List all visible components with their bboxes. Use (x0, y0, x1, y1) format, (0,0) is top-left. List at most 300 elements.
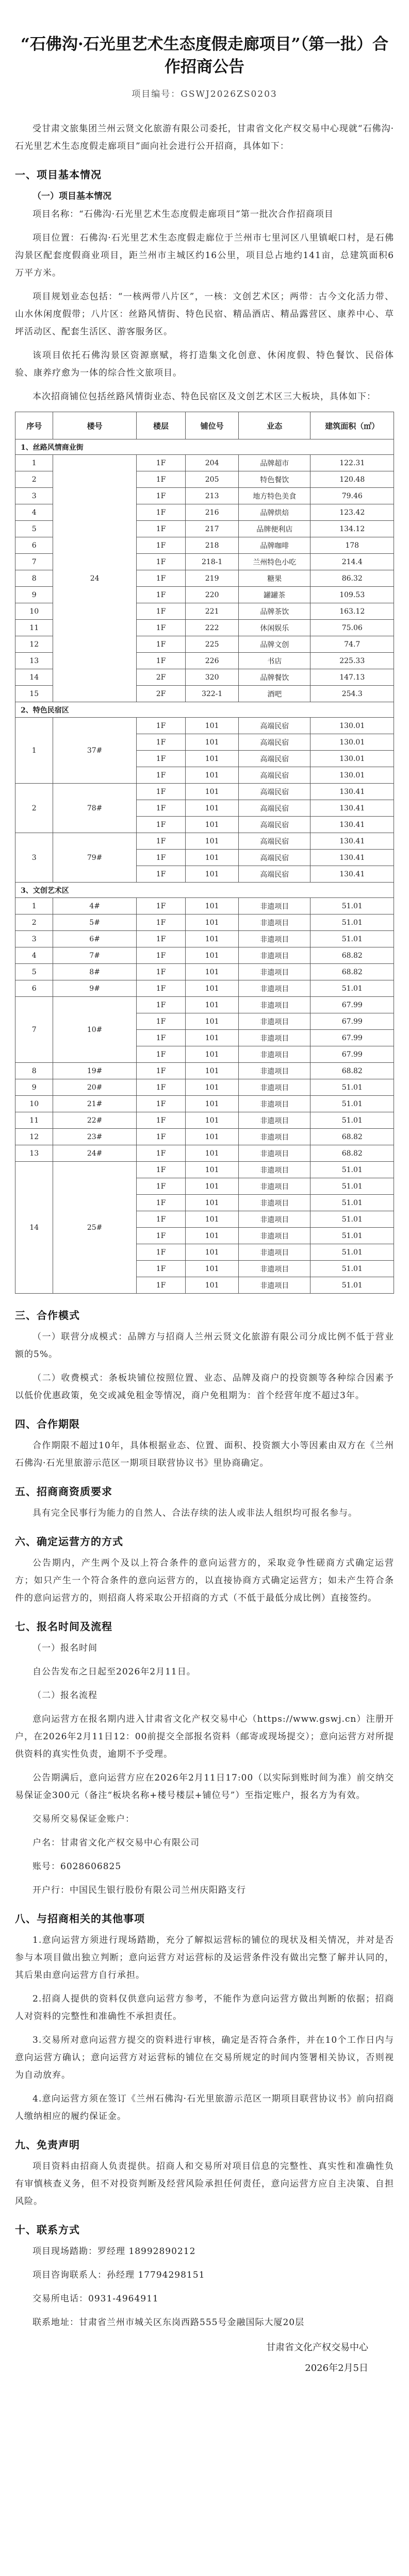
cell-format: 非遗项目 (239, 980, 310, 997)
cell-area: 51.01 (310, 914, 394, 931)
section-heading: 七、报名时间及流程 (15, 1620, 112, 1633)
cell-format: 非遗项目 (239, 931, 310, 947)
cell-unit: 226 (186, 653, 239, 669)
cell-area: 109.53 (310, 587, 394, 603)
cell-building: 37# (53, 718, 136, 784)
cell-floor: 1F (136, 1063, 185, 1079)
section-heading: 八、与招商相关的其他事项 (15, 1912, 145, 1925)
table-row (15, 964, 394, 980)
cell-floor: 1F (136, 537, 185, 554)
table-header-row (15, 412, 394, 439)
cell-unit: 101 (186, 1277, 239, 1294)
table-row (15, 1145, 394, 1162)
table-row (15, 1063, 394, 1079)
section-paragraph: 项目现场踏勘：罗经理 18992890212 (32, 2246, 196, 2257)
table-row (15, 1129, 394, 1145)
cell-area: 51.01 (310, 1195, 394, 1211)
cell-unit: 101 (186, 1129, 239, 1145)
cell-serial: 1 (15, 455, 53, 471)
cell-format: 非遗项目 (239, 1195, 310, 1211)
cell-floor: 1F (136, 1129, 185, 1145)
cell-serial: 8 (15, 570, 53, 587)
cell-floor: 1F (136, 1261, 185, 1277)
cell-format: 糖果 (239, 570, 310, 587)
cell-serial: 6 (15, 980, 53, 997)
cell-floor: 1F (136, 980, 185, 997)
cell-serial: 13 (15, 653, 53, 669)
cell-building: 20# (53, 1079, 136, 1096)
cell-serial: 3 (15, 833, 53, 883)
table-section-label: 2、特色民宿区 (15, 702, 394, 718)
cell-building: 78# (53, 784, 136, 833)
section-heading: 十、联系方式 (15, 2224, 80, 2236)
table-row (15, 980, 394, 997)
cell-floor: 1F (136, 800, 185, 817)
cell-floor: 1F (136, 997, 185, 1013)
cell-area: 51.01 (310, 1228, 394, 1244)
cell-serial: 14 (15, 1162, 53, 1294)
section-paragraph: （二）报名流程 (32, 1690, 97, 1701)
cell-format: 非遗项目 (239, 1228, 310, 1244)
cell-area: 225.33 (310, 653, 394, 669)
cell-unit: 322-1 (186, 686, 239, 702)
section-paragraph: 账号：6028606825 (32, 1861, 122, 1872)
table-section-row (15, 883, 394, 898)
cell-format: 酒吧 (239, 686, 310, 702)
cell-floor: 1F (136, 636, 185, 653)
table-row (15, 1096, 394, 1112)
table-row (15, 931, 394, 947)
cell-unit: 101 (186, 1261, 239, 1277)
cell-format: 非遗项目 (239, 1211, 310, 1228)
cell-area: 51.01 (310, 980, 394, 997)
cell-unit: 101 (186, 767, 239, 784)
cell-area: 51.01 (310, 1178, 394, 1195)
cell-serial: 7 (15, 554, 53, 570)
cell-floor: 1F (136, 620, 185, 636)
cell-area: 130.41 (310, 817, 394, 833)
cell-floor: 1F (136, 1178, 185, 1195)
cell-floor: 2F (136, 669, 185, 686)
cell-area: 79.46 (310, 488, 394, 504)
cell-format: 非遗项目 (239, 1013, 310, 1030)
cell-serial: 13 (15, 1145, 53, 1162)
section-paragraph: 该项目依托石佛沟景区资源禀赋，将打造集文化创意、休闲度假、特色餐饮、民俗体验、康养疗愈为一体的综合性文旅项目。 (15, 350, 394, 378)
cell-format: 非遗项目 (239, 1112, 310, 1129)
cell-format: 品牌文创 (239, 636, 310, 653)
cell-serial: 10 (15, 603, 53, 620)
section-paragraph: 联系地址：甘肃省兰州市城关区东岗西路555号金融国际大厦20层 (32, 2317, 305, 2328)
table-row (15, 898, 394, 914)
cell-serial: 14 (15, 669, 53, 686)
cell-area: 74.7 (310, 636, 394, 653)
cell-format: 非遗项目 (239, 1063, 310, 1079)
section-paragraph: 项目资料由招商人负责提供。招商人和交易所对项目信息的完整性、真实性和准确性负有审慎核查义务，但不对投资判断及经营风险承担任何责任，意向运营方应自主决策、自担风险。 (15, 2161, 394, 2207)
cell-area: 130.41 (310, 866, 394, 883)
cell-building: 21# (53, 1096, 136, 1112)
table-row (15, 1112, 394, 1129)
section-paragraph: 开户行：中国民生银行股份有限公司兰州庆阳路支行 (32, 1885, 246, 1895)
cell-area: 130.01 (310, 767, 394, 784)
cell-serial: 7 (15, 997, 53, 1063)
cell-serial: 9 (15, 587, 53, 603)
cell-building: 6# (53, 931, 136, 947)
cell-area: 68.82 (310, 1145, 394, 1162)
cell-area: 75.06 (310, 620, 394, 636)
cell-unit: 101 (186, 1211, 239, 1228)
cell-format: 非遗项目 (239, 964, 310, 980)
table-section-row (15, 439, 394, 455)
cell-unit: 213 (186, 488, 239, 504)
section-paragraph: 4.意向运营方须在签订《兰州石佛沟·石光里旅游示范区一期项目联营协议书》前向招商人缴纳相应的履约保证金。 (15, 2094, 394, 2122)
intro-paragraph: 受甘肃文旅集团兰州云贤文化旅游有限公司委托，甘肃省文化产权交易中心现就“石佛沟·石光里艺术生态度假走廊项目”面向社会进行公开招商，具体如下： (15, 124, 394, 151)
cell-unit: 101 (186, 1079, 239, 1096)
cell-format: 罐罐茶 (239, 587, 310, 603)
cell-serial: 10 (15, 1096, 53, 1112)
cell-serial: 12 (15, 1129, 53, 1145)
cell-unit: 218 (186, 537, 239, 554)
cell-building: 19# (53, 1063, 136, 1079)
cell-unit: 101 (186, 1195, 239, 1211)
cell-unit: 101 (186, 931, 239, 947)
cell-unit: 101 (186, 997, 239, 1013)
cell-floor: 1F (136, 947, 185, 964)
header-cell: 业态 (239, 412, 310, 439)
header-cell: 楼层 (136, 412, 185, 439)
cell-unit: 101 (186, 751, 239, 767)
cell-floor: 1F (136, 1228, 185, 1244)
cell-area: 51.01 (310, 1277, 394, 1294)
cell-serial: 5 (15, 521, 53, 537)
cell-serial: 9 (15, 1079, 53, 1096)
cell-format: 非遗项目 (239, 1079, 310, 1096)
cell-area: 51.01 (310, 1244, 394, 1261)
cell-area: 178 (310, 537, 394, 554)
cell-unit: 205 (186, 471, 239, 488)
cell-unit: 101 (186, 850, 239, 866)
header-cell: 序号 (15, 412, 53, 439)
cell-area: 51.01 (310, 1112, 394, 1129)
table-row (15, 997, 394, 1013)
cell-floor: 1F (136, 603, 185, 620)
cell-floor: 1F (136, 1195, 185, 1211)
cell-area: 51.01 (310, 931, 394, 947)
cell-serial: 3 (15, 931, 53, 947)
section-paragraph: 公告期内，产生两个及以上符合条件的意向运营方的，采取竞争性磋商方式确定运营方；如只产生一个符合条件的意向运营方的，以直接协商方式确定运营方；如未产生符合条件的意向运营方的，则招商人将采取公开招商的方式（不低于最低分成比例）直接签约。 (15, 1558, 394, 1603)
cell-unit: 101 (186, 1244, 239, 1261)
cell-floor: 1F (136, 1030, 185, 1046)
cell-unit: 217 (186, 521, 239, 537)
cell-unit: 101 (186, 1162, 239, 1178)
section-paragraph: 项目咨询联系人：孙经理 17794298151 (32, 2270, 205, 2280)
cell-unit: 101 (186, 866, 239, 883)
cell-area: 130.41 (310, 833, 394, 850)
cell-serial: 15 (15, 686, 53, 702)
cell-floor: 1F (136, 734, 185, 751)
cell-floor: 1F (136, 1162, 185, 1178)
cell-area: 130.01 (310, 734, 394, 751)
table-row (15, 1162, 394, 1178)
section-heading: 九、免责声明 (15, 2139, 80, 2151)
cell-serial: 4 (15, 504, 53, 521)
section-paragraph: 合作期限不超过10年，具体根据业态、位置、面积、投资额大小等因素由双方在《兰州石佛沟·石光里旅游示范区一期项目联营协议书》里协商确定。 (15, 1440, 394, 1468)
section-paragraph: 项目位置：石佛沟·石光里艺术生态度假走廊位于兰州市七里河区八里镇岷口村，是石佛沟景区配套度假商业项目，距兰州市主城区约16公里，项目总占地约141亩，总建筑面积6万平方米。 (15, 233, 394, 278)
cell-building: 24 (53, 455, 136, 702)
cell-area: 130.01 (310, 751, 394, 767)
table-row (15, 947, 394, 964)
cell-area: 51.01 (310, 1261, 394, 1277)
table-row (15, 1079, 394, 1096)
cell-floor: 1F (136, 850, 185, 866)
cell-building: 10# (53, 997, 136, 1063)
section-paragraph: 项目名称：“石佛沟·石光里艺术生态度假走廊项目”第一批次合作招商项目 (32, 209, 334, 219)
cell-floor: 1F (136, 471, 185, 488)
cell-serial: 6 (15, 537, 53, 554)
cell-area: 254.3 (310, 686, 394, 702)
cell-unit: 219 (186, 570, 239, 587)
cell-unit: 320 (186, 669, 239, 686)
cell-unit: 218-1 (186, 554, 239, 570)
cell-format: 非遗项目 (239, 1277, 310, 1294)
cell-serial: 5 (15, 964, 53, 980)
section-paragraph: 户名：甘肃省文化产权交易中心有限公司 (32, 1838, 200, 1848)
cell-building: 22# (53, 1112, 136, 1129)
cell-format: 非遗项目 (239, 1129, 310, 1145)
cell-unit: 221 (186, 603, 239, 620)
cell-format: 非遗项目 (239, 1162, 310, 1178)
cell-format: 高端民宿 (239, 833, 310, 850)
cell-area: 130.41 (310, 800, 394, 817)
cell-floor: 1F (136, 504, 185, 521)
cell-area: 68.82 (310, 1063, 394, 1079)
section-paragraph: （二）收费模式：条板块铺位按照位置、业态、品牌及商户的投资额等各种综合因素予以低价优惠政策，免交或减免租金等情况，商户免租期为：首个经营年度不超过3年。 (15, 1373, 394, 1401)
cell-building: 7# (53, 947, 136, 964)
cell-unit: 101 (186, 964, 239, 980)
cell-building: 79# (53, 833, 136, 883)
cell-floor: 1F (136, 817, 185, 833)
cell-unit: 101 (186, 1096, 239, 1112)
cell-unit: 101 (186, 800, 239, 817)
cell-unit: 101 (186, 718, 239, 734)
cell-floor: 1F (136, 718, 185, 734)
table-section-label: 3、文创艺术区 (15, 883, 394, 898)
cell-floor: 1F (136, 521, 185, 537)
cell-area: 67.99 (310, 997, 394, 1013)
cell-unit: 101 (186, 980, 239, 997)
cell-unit: 220 (186, 587, 239, 603)
header-cell: 铺位号 (186, 412, 239, 439)
cell-format: 高端民宿 (239, 817, 310, 833)
cell-floor: 1F (136, 931, 185, 947)
cell-format: 品牌餐饮 (239, 669, 310, 686)
cell-serial: 1 (15, 898, 53, 914)
cell-floor: 1F (136, 1145, 185, 1162)
table-row (15, 455, 394, 471)
cell-floor: 1F (136, 488, 185, 504)
section-paragraph: 1.意向运营方须进行现场踏勘，充分了解拟运营标的铺位的现状及相关情况，并对是否参与本项目做出独立判断；意向运营方对运营标的及运营条件没有做出完整了解并认同的，其后果由意向运营方自行承担。 (15, 1935, 394, 1980)
cell-floor: 1F (136, 554, 185, 570)
cell-building: 5# (53, 914, 136, 931)
cell-area: 67.99 (310, 1013, 394, 1030)
cell-serial: 2 (15, 784, 53, 833)
cell-area: 68.82 (310, 1129, 394, 1145)
cell-area: 130.01 (310, 718, 394, 734)
cell-floor: 1F (136, 1277, 185, 1294)
cell-area: 51.01 (310, 1162, 394, 1178)
announcement-page (15, 0, 394, 2379)
cell-serial: 2 (15, 471, 53, 488)
cell-format: 休闲娱乐 (239, 620, 310, 636)
cell-format: 品牌茶饮 (239, 603, 310, 620)
cell-unit: 101 (186, 784, 239, 800)
section-heading: 四、合作期限 (15, 1418, 80, 1430)
cell-floor: 1F (136, 1079, 185, 1096)
section-paragraph: 3.交易所对意向运营方提交的资料进行审核，确定是否符合条件，并在10个工作日内与意向运营方确认；意向运营方对运营标的铺位在交易所规定的时间内签署相关协议，否则视为自动放弃。 (15, 2035, 394, 2080)
cell-format: 高端民宿 (239, 751, 310, 767)
cell-unit: 101 (186, 914, 239, 931)
cell-area: 68.82 (310, 947, 394, 964)
cell-building: 25# (53, 1162, 136, 1294)
cell-floor: 1F (136, 1112, 185, 1129)
cell-format: 高端民宿 (239, 734, 310, 751)
table-row (15, 784, 394, 800)
cell-floor: 1F (136, 570, 185, 587)
cell-format: 品牌烘焙 (239, 504, 310, 521)
cell-floor: 1F (136, 914, 185, 931)
cell-floor: 1F (136, 784, 185, 800)
cell-format: 非遗项目 (239, 1096, 310, 1112)
cell-floor: 2F (136, 686, 185, 702)
cell-serial: 2 (15, 914, 53, 931)
page-title: “石佛沟·石光里艺术生态度假走廊项目”（第一批）合作招商公告 (21, 35, 388, 76)
cell-unit: 101 (186, 1063, 239, 1079)
section-paragraph: 具有完全民事行为能力的自然人、合法存续的法人或非法人组织均可报名参与。 (32, 1508, 357, 1518)
cell-floor: 1F (136, 898, 185, 914)
cell-area: 120.48 (310, 471, 394, 488)
cell-area: 123.42 (310, 504, 394, 521)
section-paragraph: 意向运营方在报名期内进入甘肃省文化产权交易中心（https://www.gswj.cn）注册开户，在2026年2月11日12：00前提交全部报名资料（邮寄或现场提交）；意向运营方对所提供资料的真实性负责，逾期不予受理。 (15, 1714, 394, 1759)
cell-format: 非遗项目 (239, 1244, 310, 1261)
cell-serial: 1 (15, 718, 53, 784)
cell-format: 地方特色美食 (239, 488, 310, 504)
cell-format: 高端民宿 (239, 784, 310, 800)
cell-serial: 8 (15, 1063, 53, 1079)
cell-area: 163.12 (310, 603, 394, 620)
cell-format: 高端民宿 (239, 767, 310, 784)
cell-unit: 101 (186, 1178, 239, 1195)
cell-unit: 101 (186, 817, 239, 833)
header-cell: 建筑面积（㎡） (310, 412, 394, 439)
section-subheading: （一）项目基本情况 (32, 191, 111, 201)
cell-area: 51.01 (310, 1079, 394, 1096)
cell-format: 非遗项目 (239, 1261, 310, 1277)
cell-area: 51.01 (310, 898, 394, 914)
section-heading: 一、项目基本情况 (15, 168, 102, 181)
cell-floor: 1F (136, 1211, 185, 1228)
cell-format: 兰州特色小吃 (239, 554, 310, 570)
cell-area: 130.41 (310, 850, 394, 866)
cell-serial: 4 (15, 947, 53, 964)
cell-unit: 101 (186, 1112, 239, 1129)
section-heading: 六、确定运营方的方式 (15, 1535, 123, 1548)
cell-floor: 1F (136, 653, 185, 669)
cell-floor: 1F (136, 1096, 185, 1112)
table-intro: 本次招商铺位包括丝路风情街业态、特色民宿区及文创艺术区三大板块，具体如下： (32, 392, 376, 402)
cell-area: 67.99 (310, 1046, 394, 1063)
cell-unit: 101 (186, 734, 239, 751)
cell-floor: 1F (136, 1046, 185, 1063)
cell-unit: 101 (186, 1013, 239, 1030)
cell-format: 非遗项目 (239, 947, 310, 964)
table-row (15, 833, 394, 850)
cell-floor: 1F (136, 455, 185, 471)
cell-area: 134.12 (310, 521, 394, 537)
cell-unit: 101 (186, 1046, 239, 1063)
cell-format: 高端民宿 (239, 800, 310, 817)
cell-format: 品牌便利店 (239, 521, 310, 537)
cell-unit: 101 (186, 1030, 239, 1046)
section-paragraph: 公告期满后，意向运营方应在2026年2月11日17:00（以实际到账时间为准）前交纳交易保证金300元（备注“板块名称+楼号楼层+铺位号”）至指定账户，报名方为有效。 (15, 1773, 394, 1801)
project-number: 项目编号：GSWJ2026ZS0203 (132, 89, 277, 99)
cell-format: 非遗项目 (239, 1145, 310, 1162)
cell-serial: 11 (15, 1112, 53, 1129)
cell-unit: 101 (186, 1145, 239, 1162)
cell-format: 非遗项目 (239, 997, 310, 1013)
cell-format: 品牌超市 (239, 455, 310, 471)
cell-unit: 101 (186, 947, 239, 964)
cell-format: 品牌咖啡 (239, 537, 310, 554)
section-paragraph: （一）联营分成模式：品牌方与招商人兰州云贤文化旅游有限公司分成比例不低于营业额的5%。 (15, 1332, 394, 1360)
section-heading: 五、招商商资质要求 (15, 1485, 112, 1498)
cell-floor: 1F (136, 1013, 185, 1030)
cell-format: 高端民宿 (239, 718, 310, 734)
cell-serial: 3 (15, 488, 53, 504)
section-paragraph: 自公告发布之日起至2026年2月11日。 (32, 1667, 196, 1677)
cell-unit: 101 (186, 1228, 239, 1244)
cell-area: 122.31 (310, 455, 394, 471)
cell-floor: 1F (136, 1244, 185, 1261)
signature-org: 甘肃省文化产权交易中心 (266, 2342, 368, 2353)
cell-building: 4# (53, 898, 136, 914)
cell-format: 非遗项目 (239, 914, 310, 931)
section-paragraph: （一）报名时间 (32, 1643, 97, 1653)
units-table (15, 412, 394, 1294)
cell-floor: 1F (136, 767, 185, 784)
cell-building: 24# (53, 1145, 136, 1162)
table-section-label: 1、丝路风情商业街 (15, 439, 394, 455)
section-paragraph: 交易所电话：0931-4964911 (32, 2294, 159, 2304)
cell-area: 51.01 (310, 1096, 394, 1112)
cell-unit: 216 (186, 504, 239, 521)
cell-format: 特色餐饮 (239, 471, 310, 488)
cell-floor: 1F (136, 751, 185, 767)
cell-format: 书店 (239, 653, 310, 669)
section-heading: 三、合作模式 (15, 1309, 80, 1321)
cell-format: 非遗项目 (239, 1030, 310, 1046)
table-section-row (15, 702, 394, 718)
cell-area: 130.41 (310, 784, 394, 800)
table-row (15, 718, 394, 734)
table-row (15, 914, 394, 931)
cell-area: 68.82 (310, 964, 394, 980)
cell-format: 非遗项目 (239, 1046, 310, 1063)
header-cell: 楼号 (53, 412, 136, 439)
cell-unit: 204 (186, 455, 239, 471)
cell-floor: 1F (136, 964, 185, 980)
cell-format: 非遗项目 (239, 898, 310, 914)
cell-format: 高端民宿 (239, 866, 310, 883)
section-paragraph: 2.招商人提供的资料仅供意向运营方参考，不能作为意向运营方做出判断的依据；招商人对资料的完整性和准确性不承担责任。 (15, 1994, 394, 2022)
